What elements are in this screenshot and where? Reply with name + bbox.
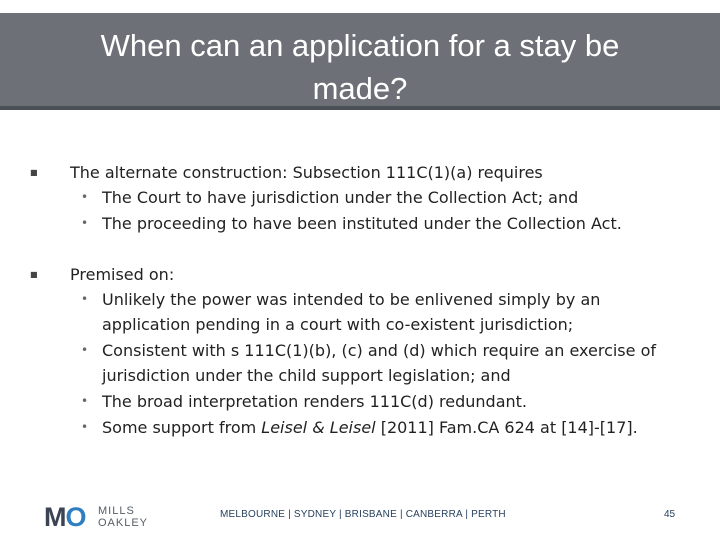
logo-wordmark <box>98 505 148 529</box>
sub-bullet-list <box>70 287 680 440</box>
logo-mark <box>44 504 86 530</box>
logo-line-2: OAKLEY <box>98 517 149 529</box>
slide-body <box>30 160 680 440</box>
logo-mark-m: M <box>44 502 66 532</box>
dot-bullet-icon: • <box>81 394 89 408</box>
sub-bullet-text-start: Some support from <box>102 418 262 437</box>
square-bullet-icon: ■ <box>30 270 38 279</box>
logo-line-1: MILLS <box>98 505 135 517</box>
bullet-text: The alternate construction: Subsection 111C(1)(a) requires <box>70 163 543 182</box>
bullet-point <box>30 262 680 440</box>
bullet-point <box>30 160 680 236</box>
sub-bullet-item <box>70 287 680 337</box>
dot-bullet-icon: • <box>81 420 89 434</box>
sub-bullet-item <box>70 389 680 414</box>
square-bullet-icon: ■ <box>30 168 38 177</box>
slide-title: When can an application for a stay be made? <box>100 28 620 106</box>
dot-bullet-icon: • <box>81 343 89 357</box>
bullet-text: Premised on: <box>70 265 175 284</box>
sub-bullet-text: Unlikely the power was intended to be enlivened simply by an application pending in a court with co-existent jurisdiction; <box>102 290 601 334</box>
logo-mark-o: O <box>65 502 86 532</box>
sub-bullet-list <box>70 185 680 236</box>
sub-bullet-text: Consistent with s 111C(1)(b), (c) and (d) which require an exercise of jurisdiction under the child support legislation; and <box>102 341 656 385</box>
footer-cities: MELBOURNE | SYDNEY | BRISBANE | CANBERRA | PERTH <box>220 509 506 520</box>
sub-bullet-item <box>70 415 680 440</box>
sub-bullet-item <box>70 338 680 388</box>
sub-bullet-text: The proceeding to have been instituted under the Collection Act. <box>102 214 622 233</box>
sub-bullet-text: The Court to have jurisdiction under the Collection Act; and <box>102 188 579 207</box>
case-name: Leisel & Leisel <box>261 418 376 437</box>
dot-bullet-icon: • <box>81 292 89 306</box>
sub-bullet-item <box>70 211 680 236</box>
dot-bullet-icon: • <box>81 216 89 230</box>
sub-bullet-text: The broad interpretation renders 111C(d) redundant. <box>102 392 527 411</box>
dot-bullet-icon: • <box>81 190 89 204</box>
sub-bullet-text-end: [2011] Fam.CA 624 at [14]-[17]. <box>375 418 638 437</box>
page-number: 45 <box>664 509 676 520</box>
sub-bullet-item <box>70 185 680 210</box>
